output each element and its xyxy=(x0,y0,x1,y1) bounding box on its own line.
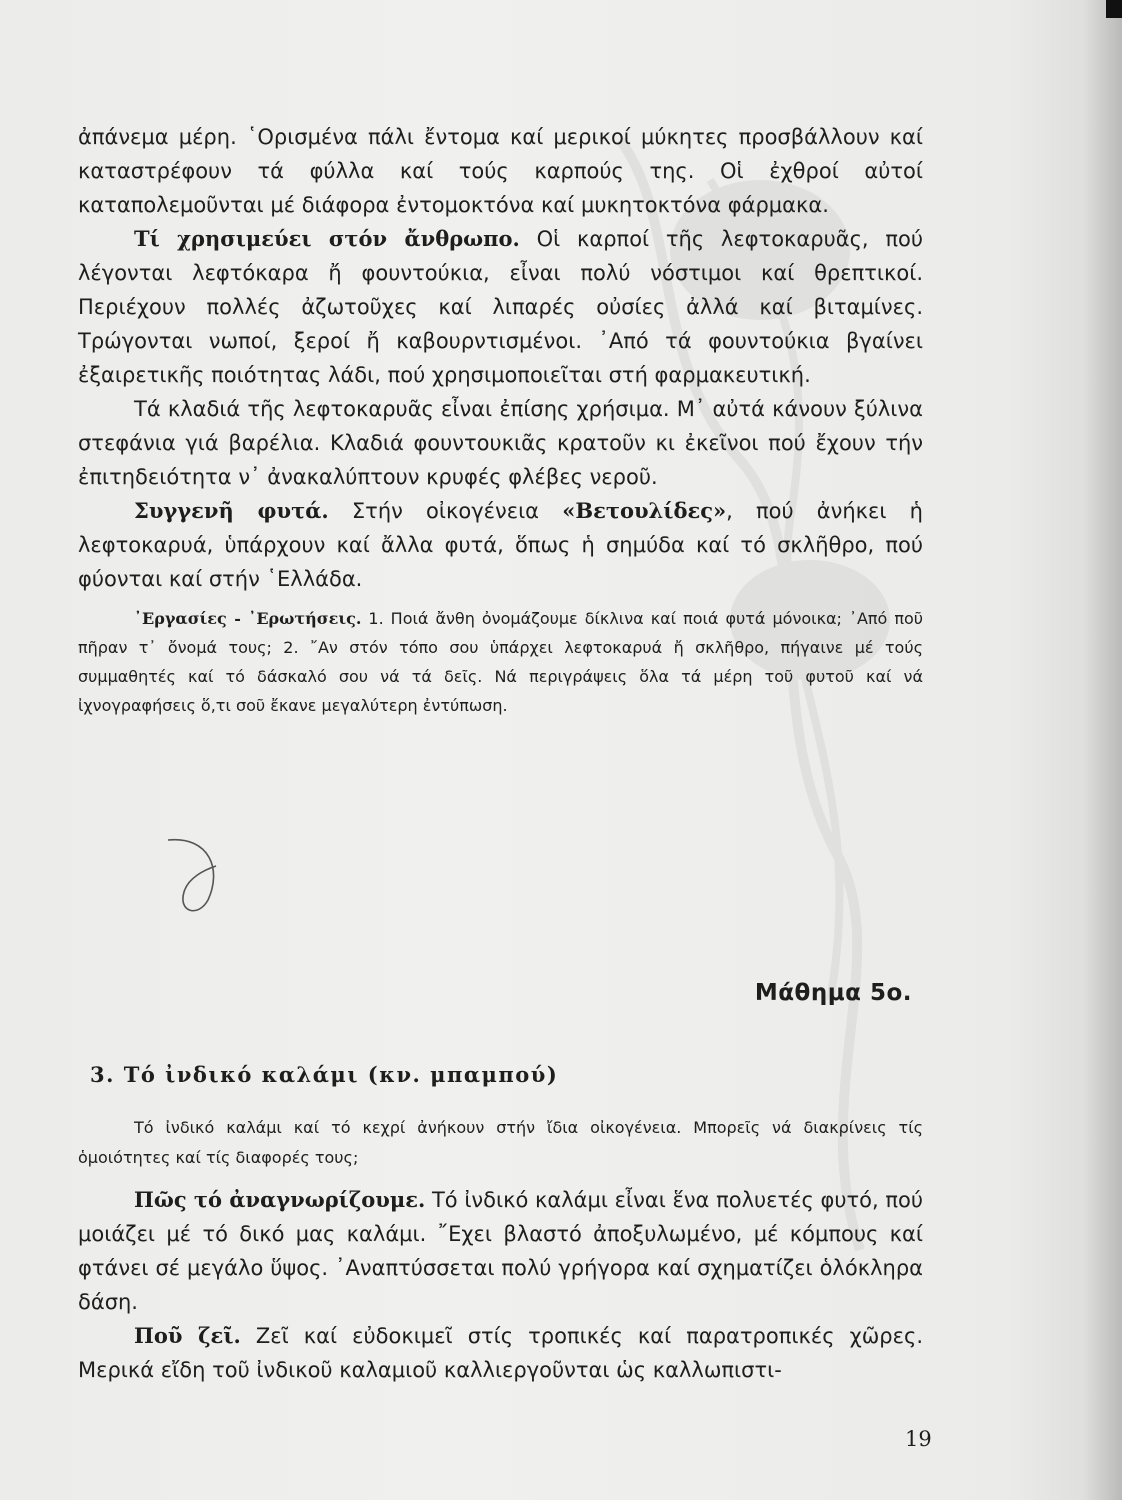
intro-paragraph: Τό ἰνδικό καλάμι καί τό κεχρί ἀνήκουν στήν ἴδια οἰκογένεια. Μπορεῖς νά διακρίνεις τίς ὁμοιότητες καί τίς διαφορές τους; xyxy=(78,1118,923,1167)
recognize-heading: Πῶς τό ἀναγνωρίζουμε. xyxy=(134,1187,426,1212)
exercises-text: 1. Ποιά ἄνθη ὀνομάζουμε δίκλινα καί ποιά φυτά μόνοικα; ᾿Από ποῦ πῆραν τ᾿ ὄνομά τους; 2. ῎Αν στόν τόπο σου ὑπάρχει λεφτοκαρυά ἤ σκλῆθρο, πήγαινε μέ τούς συμμαθητές καί τό δάσκαλό σου νά τά δεῖς. Νά περιγράψεις ὅλα τά μέρη τοῦ φυτοῦ καί νά ἰχνογραφήσεις ὅ,τι σοῦ ἔκανε μεγαλύτερη ἐντύπωση. xyxy=(78,609,924,715)
page-edge-shadow xyxy=(1084,0,1122,1500)
paragraph-continued: ἀπάνεμα μέρη. ῾Ορισμένα πάλι ἔντομα καί μερικοί μύκητες προσβάλλουν καί καταστρέφουν τά φύλλα καί τούς καρπούς της. Οἱ ἐχθροί αὐτοί καταπολεμοῦνται μέ διάφορα ἐντομοκτόνα καί μυκητοκτόνα φάρμακα. xyxy=(78,125,923,217)
paragraph-related xyxy=(78,494,923,596)
section-title: 3. Τό ἰνδικό καλάμι (κν. μπαμπού) xyxy=(90,1062,559,1087)
related-family: «Βετουλίδες» xyxy=(562,498,727,523)
bamboo-text-column xyxy=(78,1183,923,1387)
exercises-heading: ᾿Εργασίες - ᾿Ερωτήσεις. xyxy=(134,609,362,628)
related-heading: Συγγενῆ φυτά. xyxy=(134,498,329,523)
lesson-title: Μάθημα 5ο. xyxy=(754,980,912,1006)
related-text-before: Στήν οἰκογένεια xyxy=(328,499,563,523)
recognize-text: Τό ἰνδικό καλάμι εἶναι ἕνα πολυετές φυτό, πού μοιάζει μέ τό δικό μας καλάμι. ῎Εχει βλαστό ἀποξυλωμένο, μέ κόμπους καί φτάνει σέ μεγάλο ὕψος. ᾿Αναπτύσσεται πολύ γρήγορα καί σχηματίζει ὁλόκληρα δάση. xyxy=(78,1188,923,1314)
uses-text: Οἱ καρποί τῆς λεφτοκαρυᾶς, πού λέγονται λεφτόκαρα ἤ φουντούκια, εἶναι πολύ νόστιμοι καί θρεπτικοί. Περιέχουν πολλές ἀζωτοῦχες καί λιπαρές οὐσίες ἀλλά καί βιταμίνες. Τρώγονται νωποί, ξεροί ἤ καβουρντισμένοι. ᾿Από τά φουντούκια βγαίνει ἐξαιρετικῆς ποιότητας λάδι, πού χρησιμοποιεῖται στή φαρμακευτική. xyxy=(78,227,923,387)
exercises-paragraph xyxy=(78,604,923,720)
habitat-text: Ζεῖ καί εὐδοκιμεῖ στίς τροπικές καί παρατροπικές χῶρες. Μερικά εἴδη τοῦ ἰνδικοῦ καλαμιοῦ καλλιεργοῦνται ὡς καλλωπιστι- xyxy=(78,1324,923,1382)
uses-heading: Τί χρησιμεύει στόν ἄνθρωπο. xyxy=(134,226,520,251)
page-number: 19 xyxy=(905,1427,932,1451)
main-text-column xyxy=(78,120,923,720)
habitat-heading: Ποῦ ζεῖ. xyxy=(134,1323,241,1348)
paragraph-uses xyxy=(78,222,923,392)
paragraph-branches: Τά κλαδιά τῆς λεφτοκαρυᾶς εἶναι ἐπίσης χρήσιμα. Μ᾿ αὐτά κάνουν ξύλινα στεφάνια γιά βαρέλια. Κλαδιά φουντουκιᾶς κρατοῦν κι ἐκεῖνοι πού ἔχουν τήν ἐπιτηδειότητα ν᾿ ἀνακαλύπτουν κρυφές φλέβες νεροῦ. xyxy=(78,397,923,489)
related-text-after: , πού ἀνήκει ἡ λεφτοκαρυά, ὑπάρχουν καί ἄλλα φυτά, ὅπως ἡ σημύδα καί τό σκλῆθρο, πού φύονται καί στήν ῾Ελλάδα. xyxy=(78,499,923,591)
paragraph-habitat xyxy=(78,1319,923,1387)
pencil-loop-mark xyxy=(160,830,230,920)
scan-corner-mark xyxy=(1106,0,1122,18)
paragraph-recognize xyxy=(78,1183,923,1319)
